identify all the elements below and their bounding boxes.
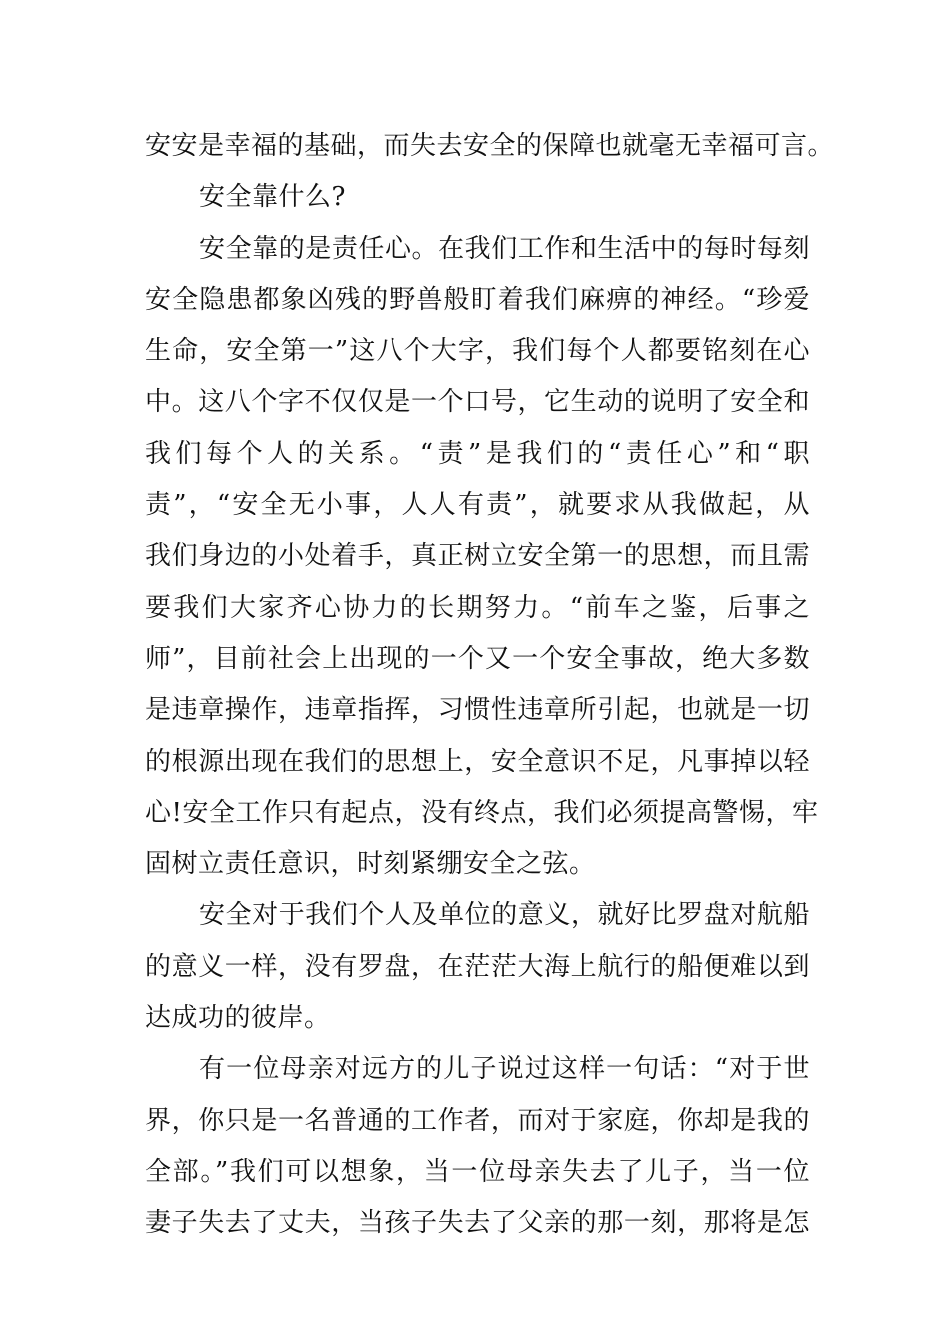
text-line: 有一位母亲对远方的儿子说过这样一句话：“对于世	[199, 1054, 810, 1085]
text-line: 生命，安全第一”这八个大字，我们每个人都要铭刻在心	[145, 336, 810, 367]
text-line: 的根源出现在我们的思想上，安全意识不足，凡事掉以轻	[145, 746, 810, 777]
text-line: 心!安全工作只有起点，没有终点，我们必须提高警惕，牢	[145, 797, 819, 828]
text-line: 安全靠的是责任心。在我们工作和生活中的每时每刻	[199, 233, 810, 264]
text-line: 安全对于我们个人及单位的意义，就好比罗盘对航船	[199, 900, 810, 931]
text-line: 要我们大家齐心协力的长期努力。“前车之鉴，后事之	[145, 592, 810, 623]
text-line: 中。这八个字不仅仅是一个口号，它生动的说明了安全和	[145, 387, 810, 418]
text-line: 的意义一样，没有罗盘，在茫茫大海上航行的船便难以到	[145, 951, 810, 982]
text-line: 固树立责任意识，时刻紧绷安全之弦。	[145, 849, 596, 880]
text-line: 我们身边的小处着手，真正树立安全第一的思想，而且需	[145, 541, 810, 572]
text-line: 责”，“安全无小事，人人有责”，就要求从我做起，从	[145, 490, 810, 521]
text-line: 妻子失去了丈夫，当孩子失去了父亲的那一刻，那将是怎	[145, 1208, 810, 1239]
text-line: 师”，目前社会上出现的一个又一个安全事故，绝大多数	[145, 643, 810, 674]
text-line: 我们每个人的关系。“责”是我们的“责任心”和“职	[145, 438, 810, 469]
text-line: 界，你只是一名普通的工作者，而对于家庭，你却是我的	[145, 1105, 810, 1136]
text-line: 安全隐患都象凶残的野兽般盯着我们麻痹的神经。“珍爱	[145, 284, 810, 315]
document-body	[145, 121, 835, 1250]
text-line: 安全靠什么?	[199, 182, 346, 213]
text-line: 是违章操作，违章指挥，习惯性违章所引起，也就是一切	[145, 695, 810, 726]
text-line: 达成功的彼岸。	[145, 1003, 331, 1034]
text-line: 安安是幸福的基础，而失去安全的保障也就毫无幸福可言。	[145, 131, 835, 161]
text-line: 全部。”我们可以想象，当一位母亲失去了儿子，当一位	[145, 1156, 810, 1187]
